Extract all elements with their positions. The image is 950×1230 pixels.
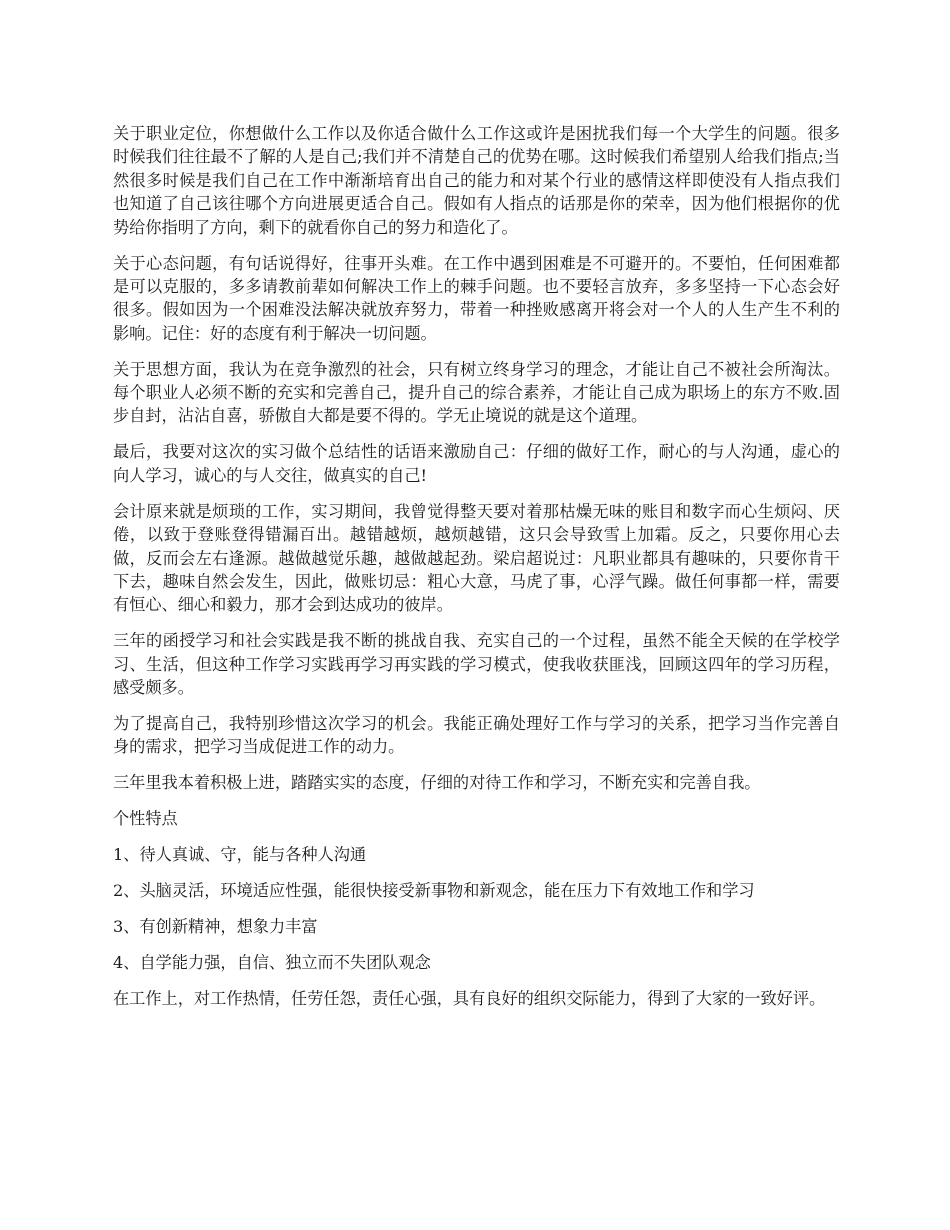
paragraph-accounting: 会计原来就是烦琐的工作，实习期间，我曾觉得整天要对着那枯燥无味的账目和数字而心生烦闷、厌倦，以致于登账登得错漏百出。越错越烦，越烦越错，这只会导致雪上加霜。反之，只要你用心去做，反而会左右逢源。越做越觉乐趣，越做越起劲。梁启超说过：凡职业都具有趣味的，只要你肯干下去，趣味自然会发生，因此，做账切忌：粗心大意，马虎了事，心浮气躁。做任何事都一样，需要有恒心、细心和毅力，那才会到达成功的彼岸。 (113, 501, 840, 615)
paragraph-three-years: 三年里我本着积极上进，踏踏实实的态度，仔细的对待工作和学习，不断充实和完善自我。 (113, 773, 761, 793)
paragraph-career-positioning: 关于职业定位，你想做什么工作以及你适合做什么工作这或许是困扰我们每一个大学生的问题。很多时候我们往往最不了解的人是自己;我们并不清楚自己的优势在哪。这时候我们希望别人给我们指点;当然很多时候是我们自己在工作中渐渐培育出自己的能力和对某个行业的感情这样即使没有人指点我们也知道了自己该往哪个方向进展更适合自己。假如有人指点的话那是你的荣幸，因为他们根据你的优势给你指明了方向，剩下的就看你自己的努力和造化了。 (113, 124, 840, 237)
paragraph-work-attitude: 在工作上，对工作热情，任劳任怨，责任心强，具有良好的组织交际能力，得到了大家的一致好评。 (113, 988, 826, 1008)
paragraph-self-improvement: 为了提高自己，我特别珍惜这次学习的机会。我能正确处理好工作与学习的关系，把学习当作完善自身的需求，把学习当成促进工作的动力。 (113, 713, 840, 757)
paragraph-mindset: 关于心态问题，有句话说得好，往事开头难。在工作中遇到困难是不可避开的。不要怕，任何困难都是可以克服的，多多请教前辈如何解决工作上的棘手问题。也不要轻言放弃，多多坚持一下心态会好很多。假如因为一个困难没法解决就放弃努力，带着一种挫败感离开将会对一个人的人生产生不利的影响。记住：好的态度有利于解决一切问题。 (113, 253, 840, 343)
paragraph-conclusion: 最后，我要对这次的实习做个总结性的话语来激励自己：仔细的做好工作，耐心的与人沟通，虚心的向人学习，诚心的与人交往，做真实的自己! (113, 442, 840, 485)
list-item-trait-1: 1、待人真诚、守，能与各种人沟通 (113, 845, 367, 865)
list-item-trait-4: 4、自学能力强，自信、独立而不失团队观念 (113, 952, 431, 972)
document-body (113, 122, 840, 1023)
paragraph-thinking: 关于思想方面，我认为在竞争激烈的社会，只有树立终身学习的理念，才能让自己不被社会所淘汰。每个职业人必须不断的充实和完善自己，提升自己的综合素养，才能让自己成为职场上的东方不败.固步自封，沾沾自喜，骄傲自大都是要不得的。学无止境说的就是这个道理。 (113, 359, 840, 426)
list-item-trait-2: 2、头脑灵活，环境适应性强，能很快接受新事物和新观念，能在压力下有效地工作和学习 (113, 880, 755, 900)
section-heading-personality: 个性特点 (113, 809, 178, 829)
list-item-trait-3: 3、有创新精神，想象力丰富 (113, 916, 318, 936)
paragraph-correspondence-study: 三年的函授学习和社会实践是我不断的挑战自我、充实自己的一个过程，虽然不能全天候的在学校学习、生活，但这种工作学习实践再学习再实践的学习模式，使我收获匪浅，回顾这四年的学习历程，感受颇多。 (113, 631, 840, 698)
